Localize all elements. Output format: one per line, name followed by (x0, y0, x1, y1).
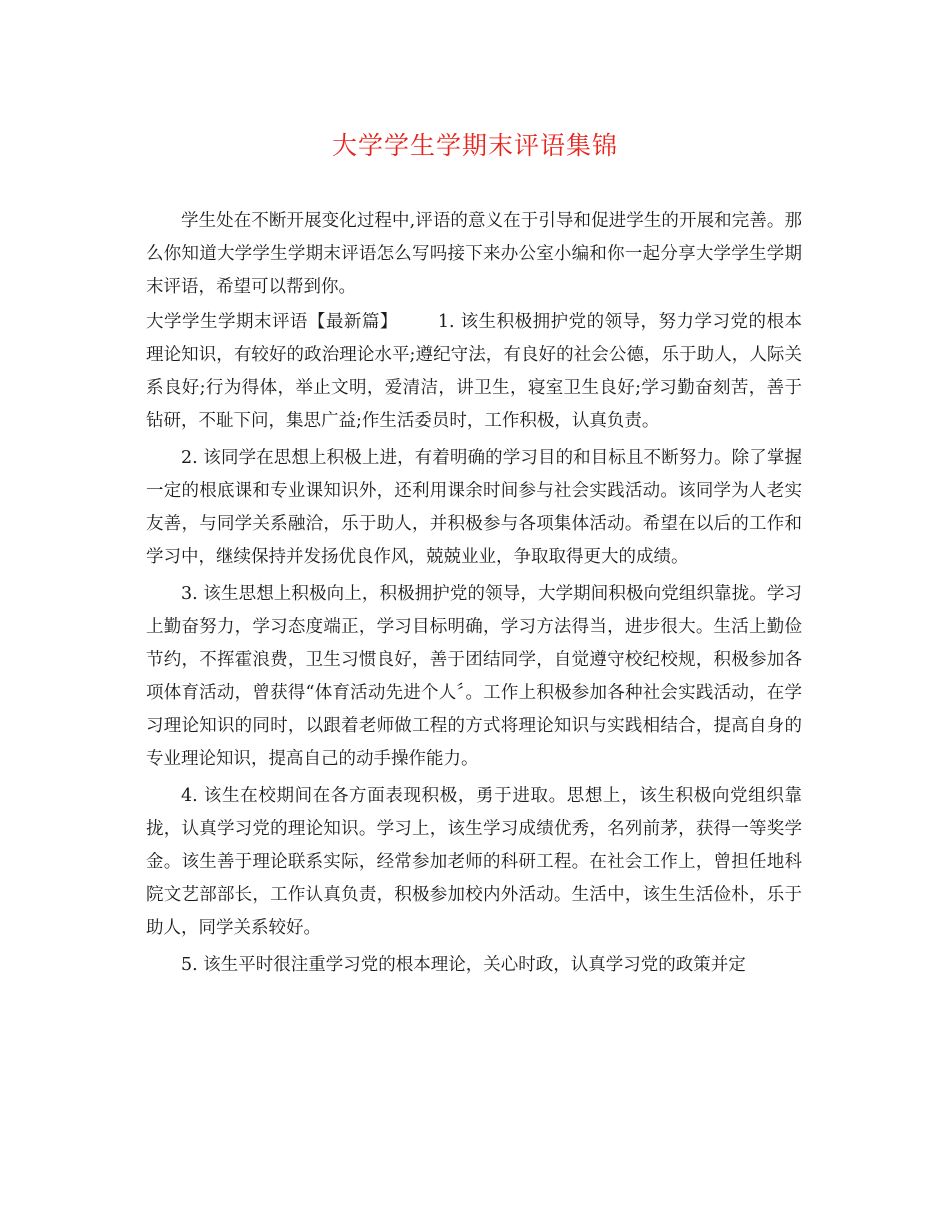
section-label: 大学学生学期末评语【最新篇】 (146, 312, 398, 332)
comment-paragraph-5: 5. 该生平时很注重学习党的根本理论，关心时政，认真学习党的政策并定 (181, 955, 746, 975)
comment-paragraph-2: 2. 该同学在思想上积极上进，有着明确的学习目的和目标且不断努力。除了掌握一定的根底课和专业课知识外，还利用课余时间参与社会实践活动。该同学为人老实友善，与同学关系融洽，乐于助人，并积极参与各项集体活动。希望在以后的工作和学习中，继续保持并发扬优良作风，兢兢业业，争取取得更大的成绩。 (146, 448, 802, 567)
intro-paragraph: 学生处在不断开展变化过程中,评语的意义在于引导和促进学生的开展和完善。那么你知道大学学生学期末评语怎么写吗接下来办公室小编和你一起分享大学学生学期末评语，希望可以帮到你。 (146, 211, 802, 297)
comment-paragraph-4: 4. 该生在校期间在各方面表现积极，勇于进取。思想上，该生积极向党组织靠拢，认真学习党的理论知识。学习上，该生学习成绩优秀，名列前茅，获得一等奖学金。该生善于理论联系实际，经常参加老师的科研工程。在社会工作上，曾担任地科院文艺部部长，工作认真负责，积极参加校内外活动。生活中，该生生活俭朴，乐于助人，同学关系较好。 (146, 786, 802, 938)
document-body (146, 205, 802, 986)
comment-paragraph-3: 3. 该生思想上积极向上，积极拥护党的领导，大学期间积极向党组织靠拢。学习上勤奋努力，学习态度端正，学习目标明确，学习方法得当，进步很大。生活上勤俭节约，不挥霍浪费，卫生习惯良好，善于团结同学，自觉遵守校纪校规，积极参加各项体育活动，曾获得“体育活动先进个人〞。工作上积极参加各种社会实践活动，在学习理论知识的同时，以跟着老师做工程的方式将理论知识与实践相结合，提高自身的专业理论知识，提高自己的动手操作能力。 (146, 584, 802, 769)
comment-paragraph-1 (146, 306, 802, 438)
comment-text: 1. 该生积极拥护党的领导，努力学习党的根本理论知识，有较好的政治理论水平;遵纪守法，有良好的社会公德，乐于助人，人际关系良好;行为得体，举止文明，爱清洁，讲卫生，寝室卫生良好;学习勤奋刻苦，善于钻研，不耻下问，集思广益;作生活委员时，工作积极，认真负责。 (146, 312, 802, 431)
document-title: 大学学生学期末评语集锦 (331, 131, 618, 160)
